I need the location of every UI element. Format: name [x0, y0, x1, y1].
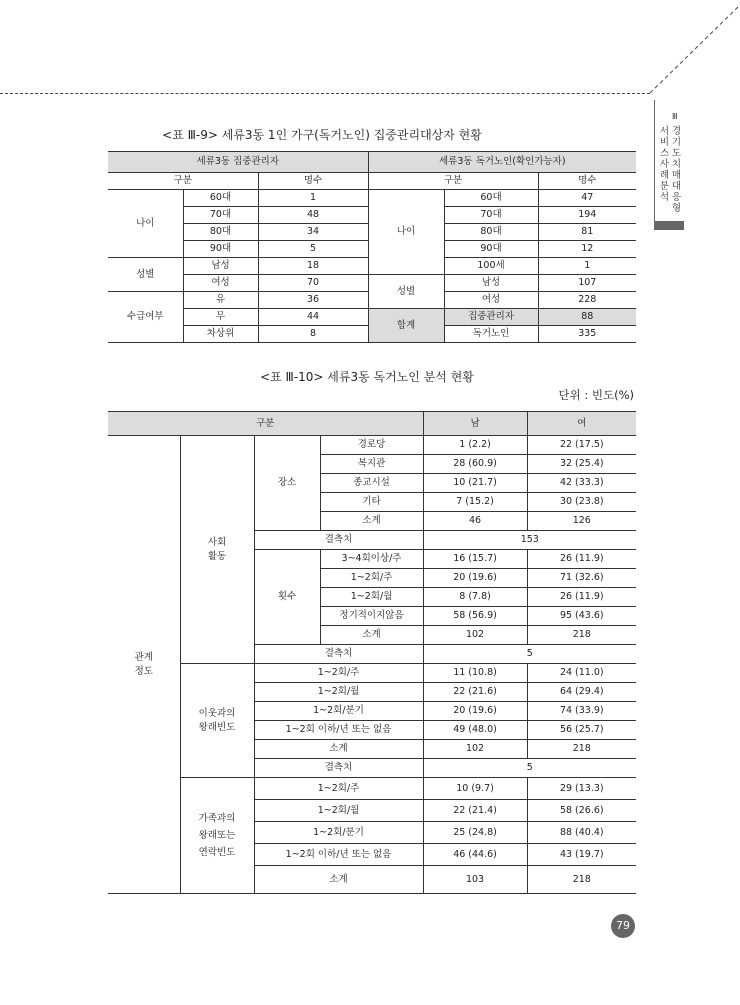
right-age-label: 나이: [368, 190, 444, 275]
table-cell: 64 (29.4): [527, 683, 636, 702]
table-cell: 48: [258, 207, 368, 224]
table-cell: 56 (25.7): [527, 721, 636, 740]
table-cell: 80대: [444, 224, 538, 241]
table-cell: 58 (56.9): [423, 607, 527, 626]
table-cell: 12: [538, 241, 636, 258]
table-cell: 여성: [183, 275, 258, 292]
table-cell: 1~2회/월: [320, 588, 423, 607]
table-cell: 44: [258, 309, 368, 326]
relation-label: [108, 436, 180, 894]
table-cell: 10 (21.7): [423, 474, 527, 493]
table1-caption: <표 Ⅲ-9> 세류3동 1인 가구(독거노인) 집중관리대상자 현황: [162, 128, 482, 142]
table-cell: 49 (48.0): [423, 721, 527, 740]
table-cell: 유: [183, 292, 258, 309]
side-chapter-number: Ⅲ: [672, 112, 678, 121]
table-cell: 90대: [444, 241, 538, 258]
table-cell: 독거노인: [444, 326, 538, 343]
table-cell: 20 (19.6): [423, 569, 527, 588]
header-dashed-line: [0, 93, 650, 94]
table-cell: 102: [423, 740, 527, 759]
right-title: 세류3동 독거노인(확인가능자): [368, 152, 636, 173]
table-cell: 46: [423, 512, 527, 531]
social-label-line2: 활동: [207, 550, 227, 562]
table-cell: 60대: [183, 190, 258, 207]
table-cell: 1~2회 이하/년 또는 없음: [254, 844, 423, 866]
table-cell: 정기적이지않음: [320, 607, 423, 626]
table-cell: 228: [538, 292, 636, 309]
table-cell: 58 (26.6): [527, 800, 636, 822]
social-label-line1: 사회: [207, 536, 227, 548]
table-cell: 335: [538, 326, 636, 343]
table-cell: 복지관: [320, 455, 423, 474]
table-cell: 여성: [444, 292, 538, 309]
table-cell: 1~2회/분기: [254, 702, 423, 721]
neighbor-label: [180, 664, 254, 778]
table-cell: 5: [258, 241, 368, 258]
table-cell: 25 (24.8): [423, 822, 527, 844]
neighbor-missing-label: 결측치: [254, 759, 423, 778]
side-title-line1: 경기도 치매대응형: [671, 126, 682, 214]
table-cell: 47: [538, 190, 636, 207]
social-label: [180, 436, 254, 664]
table-cell: 소계: [254, 740, 423, 759]
place-label: 장소: [254, 436, 320, 531]
table-cell: 90대: [183, 241, 258, 258]
table-cell: 218: [527, 740, 636, 759]
place-missing-value: 153: [423, 531, 636, 550]
table-cell: 7 (15.2): [423, 493, 527, 512]
left-title: 세류3동 집중관리자: [108, 152, 368, 173]
table-cell: 34: [258, 224, 368, 241]
header-decoration: [0, 0, 740, 100]
table-cell: 70대: [444, 207, 538, 224]
freq-missing-value: 5: [423, 645, 636, 664]
table-cell: 80대: [183, 224, 258, 241]
side-tab-bar: [654, 221, 684, 230]
table-cell: 차상위: [183, 326, 258, 343]
table-cell: 30 (23.8): [527, 493, 636, 512]
table-cell: 무: [183, 309, 258, 326]
table-cell: 종교시설: [320, 474, 423, 493]
neighbor-label-line2: 왕래빈도: [198, 721, 236, 733]
family-label-line3: 연락빈도: [198, 847, 236, 858]
relation-label-line1: 관계: [134, 651, 153, 663]
right-header-gubun: 구분: [368, 173, 538, 190]
table-cell: 102: [423, 626, 527, 645]
table-cell: 11 (10.8): [423, 664, 527, 683]
table-cell: 22 (21.6): [423, 683, 527, 702]
neighbor-label-line1: 이웃과의: [198, 707, 236, 719]
table-cell: 194: [538, 207, 636, 224]
table-cell: 32 (25.4): [527, 455, 636, 474]
right-total-label: 합계: [368, 309, 444, 343]
header-male: 남: [423, 412, 527, 436]
table-cell: 1~2회/주: [254, 664, 423, 683]
table-cell: 16 (15.7): [423, 550, 527, 569]
table-cell: 20 (19.6): [423, 702, 527, 721]
table-cell: 24 (11.0): [527, 664, 636, 683]
table-cell: 1~2회/월: [254, 683, 423, 702]
page-number: 79: [611, 914, 635, 938]
table-cell: 18: [258, 258, 368, 275]
header-gubun: 구분: [108, 412, 423, 436]
header-female: 여: [527, 412, 636, 436]
table-cell: 126: [527, 512, 636, 531]
table-cell: 1: [258, 190, 368, 207]
table-cell: 소계: [320, 512, 423, 531]
table-cell: 43 (19.7): [527, 844, 636, 866]
table-cell: 218: [527, 626, 636, 645]
table-cell: 107: [538, 275, 636, 292]
table-cell: 26 (11.9): [527, 550, 636, 569]
unit-label: 단위 : 빈도(%): [558, 388, 634, 402]
table-cell: 1~2회 이하/년 또는 없음: [254, 721, 423, 740]
left-benefit-label: 수급여부: [108, 292, 183, 343]
table-cell: 경로당: [320, 436, 423, 455]
analysis-table: [108, 411, 636, 894]
table-cell: 74 (33.9): [527, 702, 636, 721]
table-cell: 22 (17.5): [527, 436, 636, 455]
side-title-line2: 서비스 사례분석: [659, 126, 670, 203]
right-header-count: 명수: [538, 173, 636, 190]
table-cell: 22 (21.4): [423, 800, 527, 822]
left-age-label: 나이: [108, 190, 183, 258]
left-header-gubun: 구분: [108, 173, 258, 190]
table-cell: 218: [527, 866, 636, 894]
table-cell: 1 (2.2): [423, 436, 527, 455]
table-cell: 1: [538, 258, 636, 275]
left-header-count: 명수: [258, 173, 368, 190]
table-cell: 집중관리자: [444, 309, 538, 326]
place-missing-label: 결측치: [254, 531, 423, 550]
table-cell: 71 (32.6): [527, 569, 636, 588]
table-cell: 42 (33.3): [527, 474, 636, 493]
table-cell: 88: [538, 309, 636, 326]
table-cell: 81: [538, 224, 636, 241]
table-cell: 1~2회/월: [254, 800, 423, 822]
freq-label: 횟수: [254, 550, 320, 645]
table-cell: 1~2회/분기: [254, 822, 423, 844]
table-cell: 3~4회이상/주: [320, 550, 423, 569]
table-cell: 기타: [320, 493, 423, 512]
table-cell: 29 (13.3): [527, 778, 636, 800]
table-cell: 남성: [183, 258, 258, 275]
household-table: [108, 151, 636, 343]
table-cell: 103: [423, 866, 527, 894]
family-label-line2: 왕래또는: [198, 830, 236, 841]
relation-label-line2: 정도: [134, 665, 153, 677]
side-tab-rule: [654, 100, 655, 225]
freq-missing-label: 결측치: [254, 645, 423, 664]
table-cell: 소계: [254, 866, 423, 894]
table2-caption: <표 Ⅲ-10> 세류3동 독거노인 분석 현황: [260, 370, 474, 384]
table-cell: 26 (11.9): [527, 588, 636, 607]
table-cell: 88 (40.4): [527, 822, 636, 844]
table-cell: 10 (9.7): [423, 778, 527, 800]
table-cell: 70대: [183, 207, 258, 224]
neighbor-missing-value: 5: [423, 759, 636, 778]
table-cell: 남성: [444, 275, 538, 292]
family-label: [180, 778, 254, 894]
table-cell: 1~2회/주: [320, 569, 423, 588]
table-cell: 100세: [444, 258, 538, 275]
family-label-line1: 가족과의: [198, 813, 236, 824]
table-cell: 8 (7.8): [423, 588, 527, 607]
table-cell: 8: [258, 326, 368, 343]
table-cell: 36: [258, 292, 368, 309]
table-cell: 95 (43.6): [527, 607, 636, 626]
table-cell: 70: [258, 275, 368, 292]
table-cell: 소계: [320, 626, 423, 645]
table-cell: 28 (60.9): [423, 455, 527, 474]
left-sex-label: 성별: [108, 258, 183, 292]
table-cell: 46 (44.6): [423, 844, 527, 866]
table-cell: 60대: [444, 190, 538, 207]
table-cell: 1~2회/주: [254, 778, 423, 800]
right-sex-label: 성별: [368, 275, 444, 309]
